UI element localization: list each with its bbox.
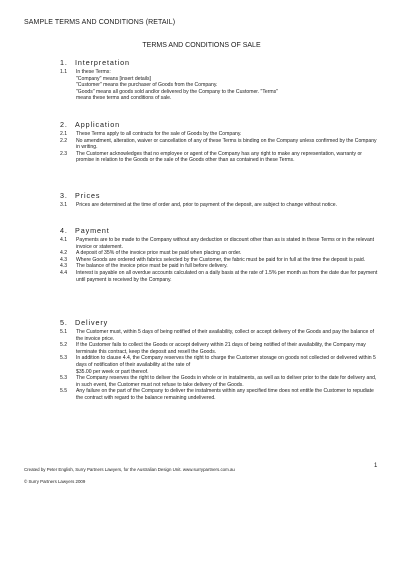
section-title: Delivery bbox=[75, 318, 109, 327]
clause bbox=[60, 237, 380, 250]
section-number: 5. bbox=[60, 318, 68, 327]
clause bbox=[60, 69, 380, 76]
clause-text: The Company reserves the right to deliver the Goods in whole or in instalments, as well as to deliver prior to the date for delivery and, in such event, the Customer must not refuse to take delivery of the Goods. bbox=[76, 375, 377, 388]
clause bbox=[60, 388, 380, 401]
clause-text: Interest is payable on all overdue accounts calculated on a daily basis at the rate of 1.5% per month as from the date due for payment until payment is received by the Company. bbox=[76, 269, 378, 283]
section-heading bbox=[60, 226, 380, 235]
clause-number: 4.4 bbox=[60, 269, 68, 276]
clause bbox=[60, 355, 380, 368]
clause-number: 4.2 bbox=[60, 250, 68, 257]
clause-text: Payments are to be made to the Company without any deduction or discount other than as is stated in these Terms or in the relevant invoice or statement. bbox=[76, 237, 375, 250]
section-heading bbox=[60, 120, 380, 129]
clause-text: If the Customer fails to collect the Goods or accept delivery within 21 days of being notified of their availability, the Company may terminate this contract, keep the deposit and resell the Goods. bbox=[76, 342, 366, 355]
clause-text: Where Goods are ordered with fabrics selected by the Customer, the fabric must be paid for in full at the time the deposit is paid. bbox=[76, 256, 366, 263]
section-title: Application bbox=[75, 120, 121, 129]
clause-subtext: "Company" means [insert details] bbox=[76, 75, 151, 82]
section-delivery bbox=[60, 318, 380, 402]
clause-number: 1.1 bbox=[60, 69, 68, 75]
clause-number: 4.1 bbox=[60, 237, 68, 243]
clause bbox=[60, 250, 380, 257]
footer-copyright: © Surry Partners Lawyers 2009 bbox=[24, 479, 86, 484]
clause bbox=[60, 375, 380, 388]
clause bbox=[60, 270, 380, 283]
section-heading bbox=[60, 318, 380, 327]
section-title: Payment bbox=[75, 226, 110, 235]
section-application bbox=[60, 120, 380, 164]
clause bbox=[60, 329, 380, 342]
clause-number: 5.1 bbox=[60, 329, 68, 335]
clause-number: 5.5 bbox=[60, 388, 68, 395]
clause-subtext: "Goods" means all goods sold and/or delivered by the Company to the Customer. "Terms" bbox=[76, 88, 279, 95]
section-number: 3. bbox=[60, 191, 68, 200]
clause-subtext: means these terms and conditions of sale. bbox=[76, 95, 172, 102]
section-number: 4. bbox=[60, 226, 68, 235]
clause-text: In these Terms: bbox=[76, 69, 111, 75]
clause-text: The Customer must, within 5 days of being notified of their availability, collect or accept delivery of the Goods and pay the balance of the invoice price. bbox=[76, 329, 375, 342]
clause-number: 5.3 bbox=[60, 355, 68, 362]
document-title: TERMS AND CONDITIONS OF SALE bbox=[142, 42, 261, 49]
clause-number: 5.3 bbox=[60, 375, 68, 382]
section-prices bbox=[60, 191, 380, 209]
clause-number: 2.1 bbox=[60, 131, 68, 137]
clause bbox=[60, 202, 380, 209]
clause-text: Any failure on the part of the Company to deliver the instalments within any specified time does not entitle the Customer to repudiate the contract with regard to the balance remaining undelivered. bbox=[76, 388, 374, 401]
clause-subtext: $35.00 per week or part thereof. bbox=[76, 368, 149, 375]
section-number: 2. bbox=[60, 120, 68, 129]
section-title: Prices bbox=[75, 191, 101, 200]
clause bbox=[60, 257, 380, 264]
document-header: SAMPLE TERMS AND CONDITIONS (RETAIL) bbox=[24, 19, 176, 26]
clause-number: 4.3 bbox=[60, 263, 68, 270]
clause bbox=[60, 263, 380, 270]
section-title: Interpretation bbox=[75, 58, 130, 67]
clause bbox=[60, 342, 380, 355]
section-heading bbox=[60, 58, 380, 67]
clause-text: These Terms apply to all contracts for the sale of Goods by the Company. bbox=[76, 131, 242, 137]
clause-number: 2.3 bbox=[60, 150, 68, 157]
section-interpretation bbox=[60, 58, 380, 102]
clause-number: 5.2 bbox=[60, 342, 68, 349]
footer-credit: Created by Peter English, Surry Partners Lawyers, for the Australian Design Unit. www.surrypartners.com.au bbox=[24, 467, 235, 472]
clause-text: Prices are determined at the time of order and, prior to payment of the deposit, are subject to change without notice. bbox=[76, 202, 338, 208]
page-number: 1 bbox=[374, 463, 378, 469]
section-number: 1. bbox=[60, 58, 68, 67]
clause bbox=[60, 138, 380, 151]
clause-number: 4.3 bbox=[60, 256, 68, 263]
clause-text: A deposit of 35% of the invoice price must be paid when placing an order. bbox=[76, 250, 242, 257]
clause bbox=[60, 151, 380, 164]
clause-text: The balance of the invoice price must be paid in full before delivery. bbox=[76, 263, 228, 270]
clause-text: In addition to clause 4.4, the Company reserves the right to charge the Customer storage on goods not collected or delivered within 5 days of notification of their availability at the rate of bbox=[76, 355, 376, 368]
clause bbox=[60, 131, 380, 138]
clause-number: 3.1 bbox=[60, 202, 68, 208]
clause-text: The Customer acknowledges that no employee or agent of the Company has any right to make any representation, warranty or promise in relation to the Goods or the sale of the Goods other than as contained in these Terms. bbox=[76, 150, 362, 164]
clause-subtext: "Customer" means the purchaser of Goods from the Company. bbox=[76, 82, 218, 89]
clause-number: 2.2 bbox=[60, 137, 68, 144]
section-heading bbox=[60, 191, 380, 200]
section-payment bbox=[60, 226, 380, 283]
clause-text: No amendment, alteration, waiver or cancellation of any of these Terms is binding on the Company unless confirmed by the Company in writing. bbox=[76, 137, 377, 151]
